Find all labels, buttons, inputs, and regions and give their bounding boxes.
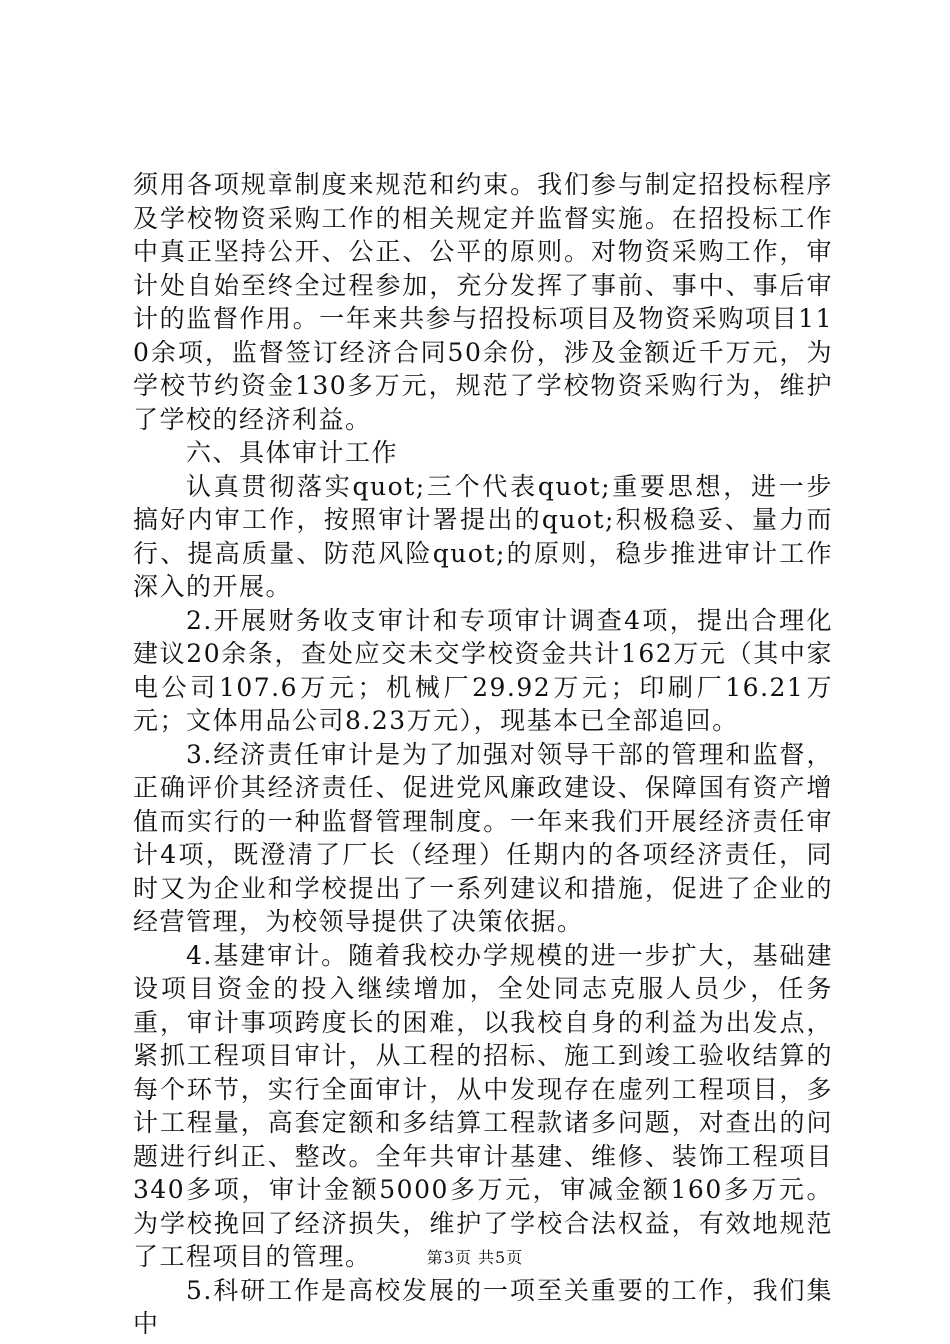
paragraph-economic-responsibility-audit: 3.经济责任审计是为了加强对领导干部的管理和监督，正确评价其经济责任、促进党风廉政建设、保障国有资产增值而实行的一种监督管理制度。一年来我们开展经济责任审计4项，既澄清了厂长（经理）任期内的各项经济责任，同时又为企业和学校提出了一系列建议和措施，促进了企业的经营管理，为校领导提供了决策依据。 <box>133 739 833 936</box>
paragraph-construction-audit: 4.基建审计。随着我校办学规模的进一步扩大，基础建设项目资金的投入继续增加，全处同志克服人员少，任务重，审计事项跨度长的困难，以我校自身的利益为出发点，紧抓工程项目审计，从工程的招标、施工到竣工验收结算的每个环节，实行全面审计，从中发现存在虚列工程项目，多计工程量，高套定额和多结算工程款诸多问题，对查出的问题进行纠正、整改。全年共审计基建、维修、装饰工程项目340多项，审计金额5000多万元，审减金额160多万元。为学校挽回了经济损失，维护了学校合法权益，有效地规范了工程项目的管理。 <box>133 940 833 1271</box>
paragraph-research-work: 5.科研工作是高校发展的一项至关重要的工作，我们集中 <box>133 1275 833 1338</box>
document-body <box>133 168 833 1341</box>
paragraph-procurement: 须用各项规章制度来规范和约束。我们参与制定招投标程序及学校物资采购工作的相关规定并监督实施。在招投标工作中真正坚持公开、公正、公平的原则。对物资采购工作，审计处自始至终全过程参加，充分发挥了事前、事中、事后审计的监督作用。一年来共参与招投标项目及物资采购项目110余项，监督签订经济合同50余份，涉及金额近千万元，为学校节约资金130多万元，规范了学校物资采购行为，维护了学校的经济利益。 <box>133 170 833 434</box>
page-number-footer: 第3页 共5页 <box>426 1248 524 1267</box>
paragraph-financial-audit: 2.开展财务收支审计和专项审计调查4项，提出合理化建议20余条，查处应交未交学校资金共计162万元（其中家电公司107.6万元；机械厂29.92万元；印刷厂16.21万元；文体用品公司8.23万元），现基本已全部追回。 <box>133 605 833 735</box>
paragraph-three-represents: 认真贯彻落实quot;三个代表quot;重要思想，进一步搞好内审工作，按照审计署提出的quot;积极稳妥、量力而行、提高质量、防范风险quot;的原则，稳步推进审计工作深入的开展。 <box>133 471 833 601</box>
section-heading-audit-work: 六、具体审计工作 <box>186 438 399 467</box>
